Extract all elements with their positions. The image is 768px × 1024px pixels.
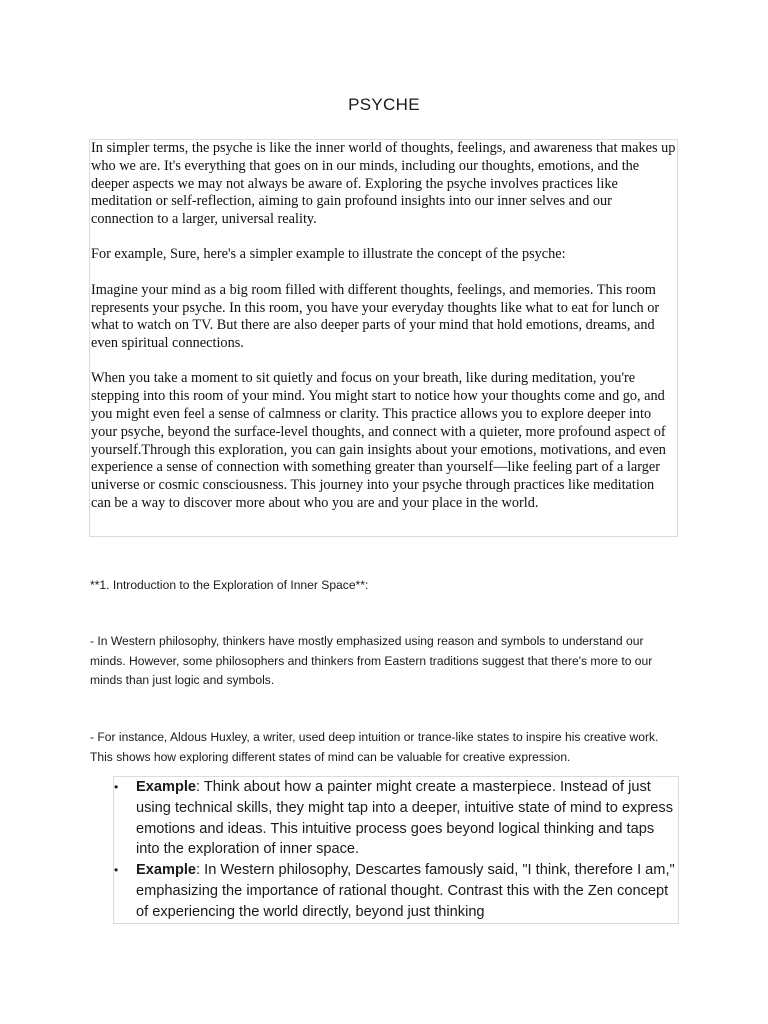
- bullet-icon: •: [114, 863, 119, 878]
- room-analogy-paragraph: Imagine your mind as a big room filled with different thoughts, feelings, and memories. This room represents your psyche. In this room, you have your everyday thoughts like what to eat for lunch or what to watch on TV. But there are also deeper parts of your mind that hold emotions, dreams, and even spiritual connections.: [91, 281, 660, 352]
- page-title: PSYCHE: [348, 95, 420, 114]
- list-item: [114, 860, 678, 922]
- bullet-icon: •: [114, 780, 119, 794]
- example-intro-paragraph: For example, Sure, here's a simpler example to illustrate the concept of the psyche:: [91, 246, 566, 263]
- example-label: Example: [136, 862, 197, 879]
- list-item: [114, 777, 678, 860]
- section-heading: **1. Introduction to the Exploration of Inner Space**:: [90, 578, 369, 592]
- intro-paragraph: In simpler terms, the psyche is like the inner world of thoughts, feelings, and awareness that makes up who we are. It's everything that goes on in our minds, including our thoughts, emotions, and the deeper aspects we may not always be aware of. Exploring the psyche involves practices like meditation or self-reflection, aiming to gain profound insights into our inner selves and our connection to a larger, universal reality.: [91, 140, 676, 228]
- huxley-paragraph: - For instance, Aldous Huxley, a writer, used deep intuition or trance-like states to inspire his creative work. This shows how exploring different states of mind can be valuable for creative expression.: [90, 730, 659, 764]
- examples-list: [114, 777, 678, 923]
- western-philosophy-paragraph: - In Western philosophy, thinkers have mostly emphasized using reason and symbols to understand our minds. However, some philosophers and thinkers from Eastern traditions suggest that there's more to our minds than just logic and symbols.: [90, 634, 653, 687]
- meditation-paragraph: When you take a moment to sit quietly and focus on your breath, like during meditation, you're stepping into this room of your mind. You might start to notice how your thoughts come and go, and you might even feel a sense of calmness or clarity. This practice allows you to explore deeper into your psyche, beyond the surface-level thoughts, and connect with a quieter, more profound aspect of yourself.Through this exploration, you can gain insights about your emotions, motivations, and even experience a sense of connection with something greater than yourself—like feeling part of a larger universe or cosmic consciousness. This journey into your psyche through practices like meditation can be a way to discover more about who you are and your place in the world.: [91, 370, 666, 512]
- example-label: Example: [136, 779, 197, 795]
- example-text: : In Western philosophy, Descartes famously said, "I think, therefore I am," emphasizing the importance of rational thought. Contrast this with the Zen concept of experiencing the world directly, beyond just thinking: [136, 862, 675, 920]
- example-text: : Think about how a painter might create a masterpiece. Instead of just using technical skills, they might tap into a deeper, intuitive state of mind to express emotions and ideas. This intuitive process goes beyond logical thinking and taps into the exploration of inner space.: [136, 779, 674, 858]
- intro-text-box: [89, 139, 678, 537]
- examples-box: [113, 776, 679, 924]
